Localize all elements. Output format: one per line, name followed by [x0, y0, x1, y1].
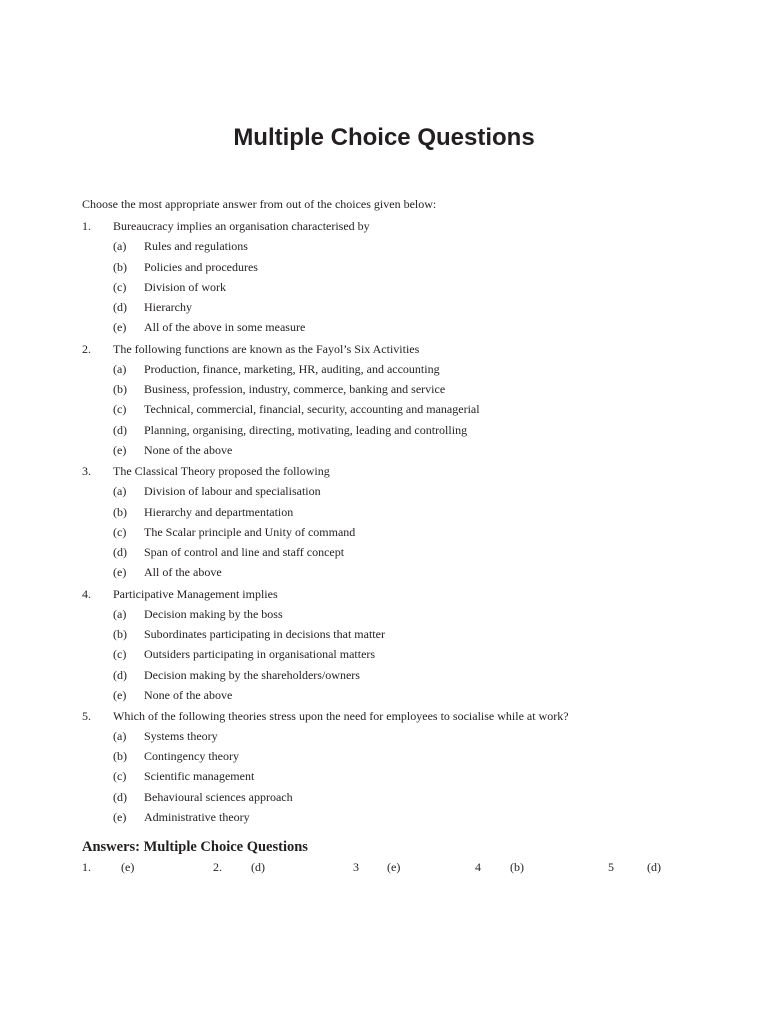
- instructions: Choose the most appropriate answer from out of the choices given below:: [82, 197, 437, 211]
- option-row: [82, 440, 722, 460]
- option-letter: (e): [113, 442, 127, 457]
- answer-value: (e): [121, 860, 135, 874]
- option-row: [82, 502, 722, 522]
- question-5: [82, 706, 722, 828]
- answer-number: 5: [608, 860, 614, 874]
- option-row: [82, 399, 722, 419]
- option-letter: (a): [113, 239, 127, 254]
- option-row: [82, 562, 722, 582]
- option-letter: (b): [113, 259, 127, 274]
- question-text: The following functions are known as the Fayol’s Six Activities: [113, 341, 420, 356]
- option-row: [82, 522, 722, 542]
- question-row: [82, 339, 722, 359]
- option-text: Technical, commercial, financial, security, accounting and managerial: [144, 402, 480, 417]
- question-row: [82, 216, 722, 236]
- question-number: 2.: [82, 341, 91, 356]
- answer-number: 4: [475, 860, 481, 874]
- question-text: The Classical Theory proposed the following: [113, 464, 330, 478]
- option-row: [82, 807, 722, 827]
- question-3: [82, 461, 722, 583]
- option-letter: (c): [113, 524, 127, 539]
- option-text: Contingency theory: [144, 749, 239, 764]
- option-text: Behavioural sciences approach: [144, 789, 293, 804]
- option-letter: (e): [113, 565, 127, 580]
- question-row: [82, 706, 722, 726]
- option-text: Decision making by the boss: [144, 606, 283, 621]
- question-text: Which of the following theories stress upon the need for employees to socialise while at work?: [113, 708, 569, 723]
- question-number: 4.: [82, 586, 91, 601]
- option-letter: (e): [113, 320, 127, 335]
- option-text: Systems theory: [144, 728, 218, 743]
- answer-number: 1.: [82, 860, 91, 874]
- page-title: Multiple Choice Questions: [233, 124, 535, 151]
- option-row: [82, 277, 722, 297]
- question-number: 1.: [82, 219, 91, 233]
- option-letter: (a): [113, 606, 127, 621]
- option-letter: (b): [113, 749, 127, 764]
- option-letter: (a): [113, 484, 127, 499]
- option-text: All of the above: [144, 565, 222, 580]
- option-text: None of the above: [144, 442, 233, 457]
- option-text: Decision making by the shareholders/owners: [144, 667, 360, 682]
- question-text: Bureaucracy implies an organisation characterised by: [113, 219, 370, 233]
- option-letter: (d): [113, 545, 127, 560]
- answer-number: 3: [353, 860, 359, 874]
- option-row: [82, 644, 722, 664]
- answers-heading: Answers: Multiple Choice Questions: [82, 839, 308, 855]
- option-row: [82, 746, 722, 766]
- option-row: [82, 766, 722, 786]
- option-row: [82, 297, 722, 317]
- option-text: Policies and procedures: [144, 259, 258, 274]
- option-text: Administrative theory: [144, 809, 250, 824]
- option-row: [82, 787, 722, 807]
- option-letter: (d): [113, 422, 127, 437]
- option-letter: (d): [113, 789, 127, 804]
- option-text: Subordinates participating in decisions that matter: [144, 627, 385, 642]
- answer-value: (e): [387, 860, 401, 874]
- option-text: Hierarchy and departmentation: [144, 504, 294, 519]
- option-letter: (b): [113, 627, 127, 642]
- option-row: [82, 317, 722, 337]
- option-row: [82, 685, 722, 705]
- option-text: Planning, organising, directing, motivating, leading and controlling: [144, 422, 468, 437]
- answer-value: (b): [510, 860, 524, 874]
- answers-row: [0, 860, 768, 878]
- answer-number: 2.: [213, 860, 222, 874]
- option-letter: (e): [113, 809, 127, 824]
- option-row: [82, 257, 722, 277]
- option-text: Span of control and line and staff concept: [144, 545, 345, 560]
- option-letter: (d): [113, 667, 127, 682]
- option-text: Hierarchy: [144, 300, 192, 315]
- option-letter: (c): [113, 402, 127, 417]
- option-text: Division of labour and specialisation: [144, 484, 321, 499]
- option-row: [82, 604, 722, 624]
- question-4: [82, 584, 722, 706]
- option-row: [82, 624, 722, 644]
- option-letter: (e): [113, 687, 127, 702]
- question-1: [82, 216, 722, 338]
- question-text: Participative Management implies: [113, 586, 278, 601]
- option-row: [82, 420, 722, 440]
- option-row: [82, 665, 722, 685]
- answer-value: (d): [251, 860, 265, 874]
- option-text: Division of work: [144, 279, 226, 294]
- question-row: [82, 584, 722, 604]
- question-row: [82, 461, 722, 481]
- option-letter: (d): [113, 300, 127, 315]
- option-text: Scientific management: [144, 769, 255, 784]
- answer-value: (d): [647, 860, 661, 874]
- option-letter: (b): [113, 382, 127, 397]
- question-number: 5.: [82, 708, 91, 723]
- option-text: The Scalar principle and Unity of command: [144, 524, 356, 539]
- option-row: [82, 359, 722, 379]
- question-2: [82, 339, 722, 461]
- option-text: Rules and regulations: [144, 239, 248, 254]
- question-number: 3.: [82, 464, 91, 478]
- option-row: [82, 481, 722, 501]
- option-row: [82, 379, 722, 399]
- option-letter: (a): [113, 361, 127, 376]
- option-row: [82, 542, 722, 562]
- option-row: [82, 726, 722, 746]
- option-letter: (c): [113, 647, 127, 662]
- option-text: All of the above in some measure: [144, 320, 306, 335]
- option-text: Outsiders participating in organisational matters: [144, 647, 376, 662]
- option-text: Production, finance, marketing, HR, auditing, and accounting: [144, 361, 440, 376]
- option-text: Business, profession, industry, commerce, banking and service: [144, 382, 446, 397]
- option-letter: (c): [113, 279, 127, 294]
- option-text: None of the above: [144, 687, 233, 702]
- option-letter: (a): [113, 728, 127, 743]
- option-row: [82, 236, 722, 256]
- option-letter: (c): [113, 769, 127, 784]
- option-letter: (b): [113, 504, 127, 519]
